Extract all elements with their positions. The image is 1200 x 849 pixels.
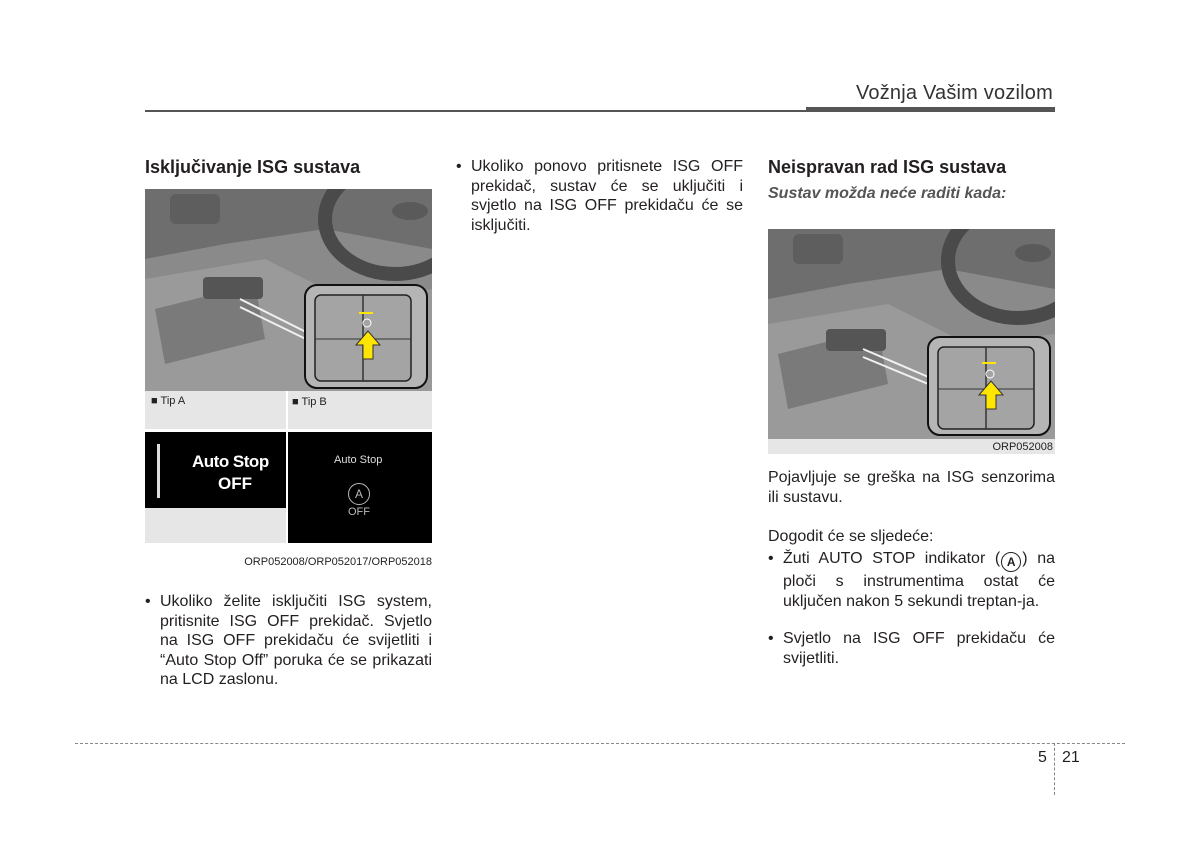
bullet-dot: •: [456, 158, 462, 175]
figure-caption-1: ORP052008/ORP052017/ORP052018: [244, 556, 432, 568]
bullet-dot: •: [768, 550, 774, 567]
tip-b-label: ■ Tip B: [292, 396, 327, 408]
lcd-b-line1: Auto Stop: [334, 454, 383, 466]
dashboard-switch-photo-2: [768, 229, 1055, 439]
bullet-text: Svjetlo na ISG OFF prekidaču će svijetliti.: [783, 630, 1055, 667]
bullet-text-post: ) na ploči s instrumentima ostat će uključen nakon 5 sekundi treptan-ja.: [783, 550, 1056, 610]
bullet-dot: •: [145, 593, 151, 610]
auto-stop-icon: A: [1001, 552, 1021, 572]
bullet-text: [783, 549, 1055, 611]
lcd-bar: [157, 444, 160, 498]
section-heading-isg-off: Isključivanje ISG sustava: [145, 157, 361, 177]
lcd-b-line2: OFF: [348, 506, 370, 518]
list-item: [768, 629, 1055, 668]
section-heading-malfunction: Neispravan rad ISG sustava: [768, 157, 1007, 177]
bullet-dot: •: [768, 630, 774, 647]
bullet-text: Ukoliko ponovo pritisnete ISG OFF prekidač, sustav će se uključiti i svjetlo na ISG OFF prekidaču će se isključiti.: [471, 158, 743, 234]
tip-a-label: ■ Tip A: [151, 395, 186, 407]
lcd-display-tip-b: [288, 432, 432, 543]
header-rule-accent: [806, 107, 1055, 112]
paragraph: Dogodit će se sljedeće:: [768, 528, 934, 545]
figure-caption-2: ORP052008: [992, 441, 1053, 453]
tip-a-bottom-bar: [145, 508, 286, 543]
footer-vertical-divider: [1054, 743, 1055, 795]
list-item: [768, 549, 1055, 611]
page-number: 21: [1062, 749, 1080, 766]
page-header-title: Vožnja Vašim vozilom: [855, 82, 1053, 104]
dashboard-switch-photo: [145, 189, 432, 391]
auto-stop-icon: A: [348, 483, 370, 505]
section-subheading: Sustav možda neće raditi kada:: [768, 185, 1007, 202]
chapter-number: 5: [1038, 749, 1047, 766]
lcd-a-line2: OFF: [218, 474, 252, 493]
bullet-text: Ukoliko želite isključiti ISG system, pritisnite ISG OFF prekidač. Svjetlo na ISG OFF prekidaču će svijetliti i “Auto Stop Off” poruka će se prikazati na LCD zaslonu.: [160, 593, 432, 688]
paragraph: Pojavljuje se greška na ISG senzorima ili sustavu.: [768, 469, 1055, 506]
list-item: [145, 592, 432, 690]
lcd-a-line1: Auto Stop: [192, 452, 269, 471]
lcd-display-tip-a: [145, 432, 286, 508]
bullet-text-pre: Žuti AUTO STOP indikator (: [783, 550, 1001, 567]
list-item: [456, 157, 743, 235]
footer-divider: [75, 743, 1125, 744]
